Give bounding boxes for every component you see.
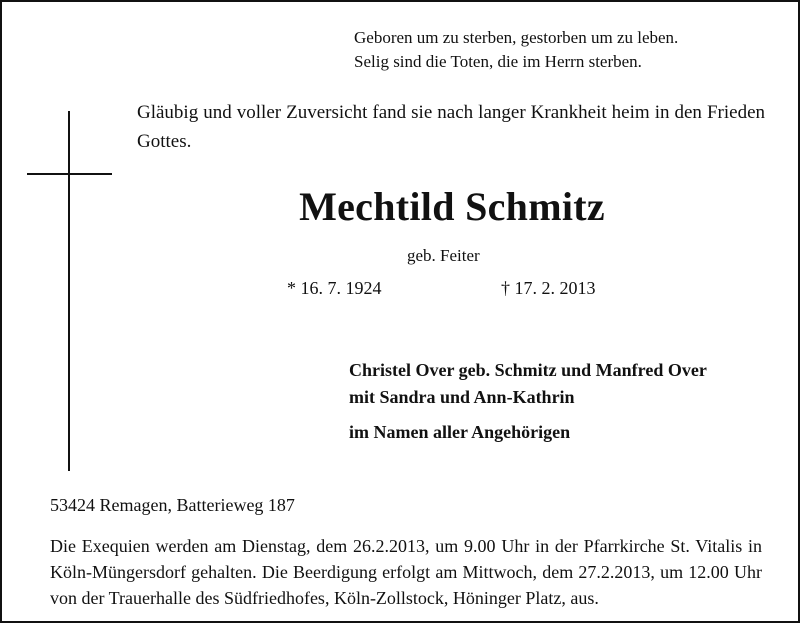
mourners-behalf: im Namen aller Angehörigen — [349, 422, 571, 442]
birth-date: * 16. 7. 1924 — [287, 278, 382, 298]
address: 53424 Remagen, Batterieweg 187 — [50, 495, 295, 515]
motto-line-1: Geboren um zu sterben, gestorben um zu leben. — [354, 28, 679, 47]
birth-name: geb. Feiter — [407, 246, 480, 265]
mourners-line-2: mit Sandra und Ann-Kathrin — [349, 387, 575, 407]
service-info: Die Exequien werden am Dienstag, dem 26.2.2013, um 9.00 Uhr in der Pfarrkirche St. Vitalis in Köln-Müngersdorf gehalten. Die Beerdigung erfolgt am Mittwoch, dem 27.2.2013, um 12.00 Uhr von der Trauerhalle des Südfriedhofes, Köln-Zollstock, Höninger Platz, aus. — [50, 536, 762, 608]
mourners-line-1: Christel Over geb. Schmitz und Manfred Over — [349, 360, 707, 380]
cross-icon — [68, 111, 70, 471]
death-date: † 17. 2. 2013 — [501, 278, 596, 298]
motto-line-2: Selig sind die Toten, die im Herrn sterben. — [354, 52, 642, 71]
deceased-name: Mechtild Schmitz — [299, 184, 605, 229]
intro-text: Gläubig und voller Zuversicht fand sie nach langer Krankheit heim in den Frieden Gottes. — [137, 102, 765, 152]
mourners-block — [349, 357, 707, 411]
motto-verse — [354, 26, 678, 74]
cross-icon-bar — [27, 173, 112, 175]
